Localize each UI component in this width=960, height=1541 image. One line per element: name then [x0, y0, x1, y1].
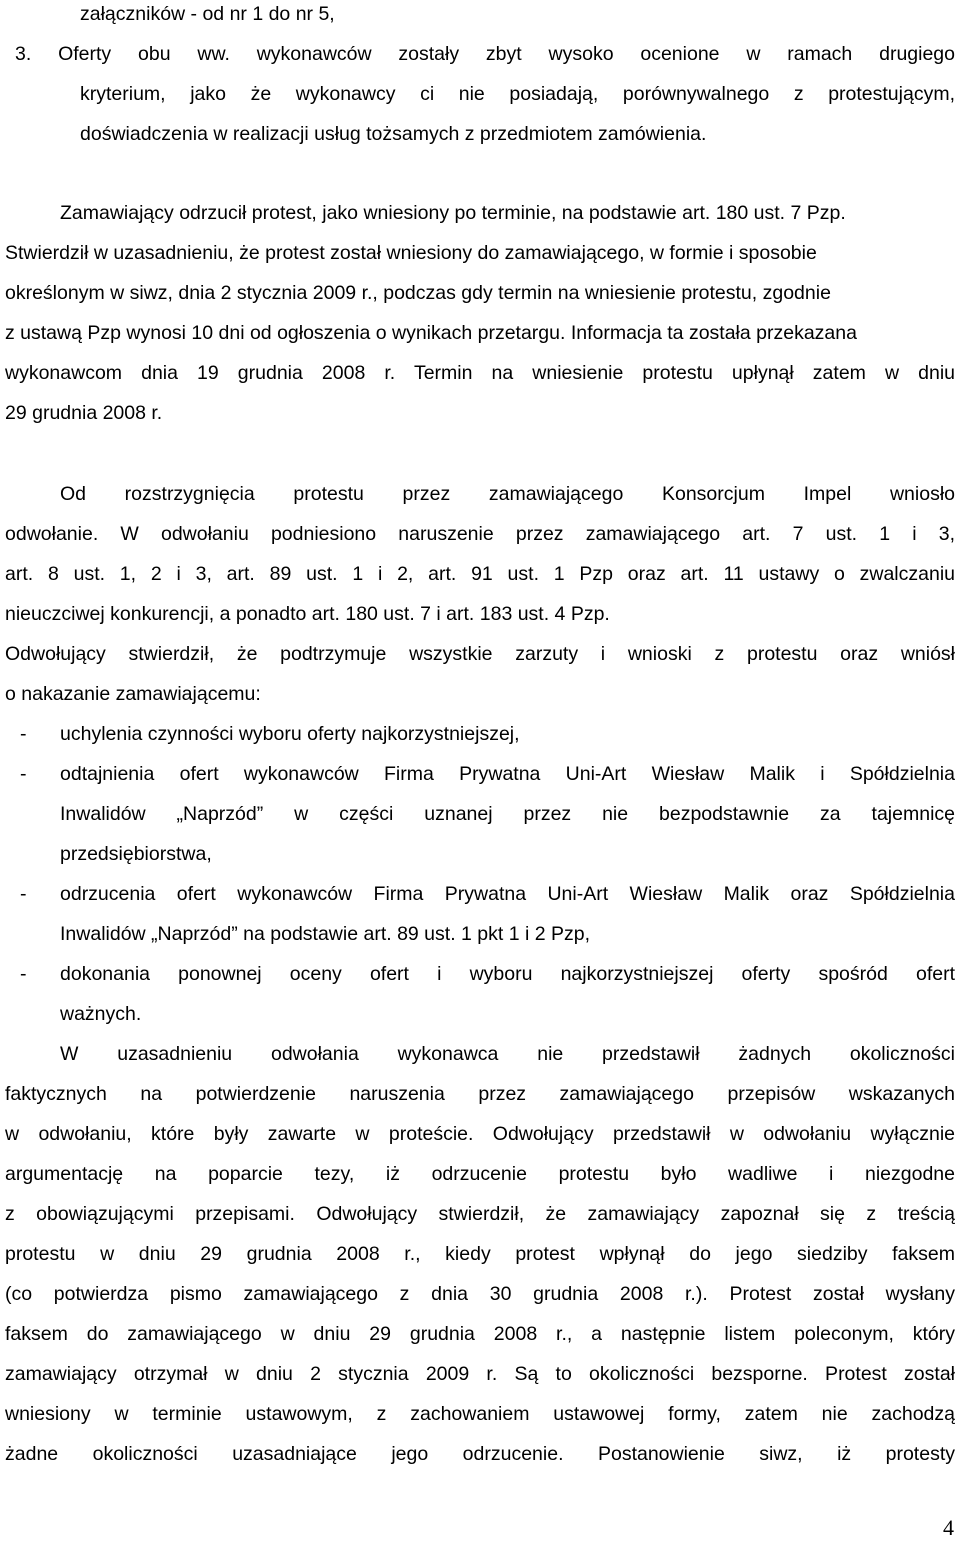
condensed-text: określonym w siwz, dnia 2 stycznia 2009 r., podczas gdy termin na wniesienie protestu, zgodnie — [5, 282, 831, 304]
text-line: załączników - od nr 1 do nr 5, — [80, 3, 335, 25]
text-line: zamawiający otrzymał w dniu 2 stycznia 2009 r. Są to okoliczności bezsporne. Protest został — [5, 1363, 955, 1385]
text-line: W uzasadnieniu odwołania wykonawca nie przedstawił żadnych okoliczności — [60, 1043, 955, 1065]
condensed-text: z ustawą Pzp wynosi 10 dni od ogłoszenia o wynikach przetargu. Informacja ta została przekazana — [5, 322, 857, 344]
list-dash: - — [20, 763, 27, 785]
text-line: art. 8 ust. 1, 2 i 3, art. 89 ust. 1 i 2, art. 91 ust. 1 Pzp oraz art. 11 ustawy o zwalczaniu — [5, 563, 955, 585]
text-line: faksem do zamawiającego w dniu 29 grudnia 2008 r., a następnie listem poleconym, który — [5, 1323, 955, 1345]
text-line — [5, 239, 955, 267]
list-item: dokonania ponownej oceny ofert i wyboru najkorzystniejszej oferty spośród ofert — [60, 963, 955, 985]
list-item: odtajnienia ofert wykonawców Firma Prywatna Uni-Art Wiesław Malik i Spółdzielnia — [60, 763, 955, 785]
list-dash: - — [20, 963, 27, 985]
text-line: faktycznych na potwierdzenie naruszenia przez zamawiającego przepisów wskazanych — [5, 1083, 955, 1105]
text-line: doświadczenia w realizacji usług tożsamych z przedmiotem zamówienia. — [80, 123, 707, 145]
text-line: (co potwierdza pismo zamawiającego z dnia 30 grudnia 2008 r.). Protest został wysłany — [5, 1283, 955, 1305]
text-line: argumentację na poparcie tezy, iż odrzucenie protestu było wadliwe i niezgodne — [5, 1163, 955, 1185]
page-number: 4 — [943, 1515, 954, 1540]
text-line: wykonawcom dnia 19 grudnia 2008 r. Termin na wniesienie protestu upłynął zatem w dniu — [5, 362, 955, 384]
list-item-continuation: przedsiębiorstwa, — [60, 843, 212, 865]
list-item-continuation: Inwalidów „Naprzód” w części uznanej przez nie bezpodstawnie za tajemnicę — [60, 803, 955, 825]
text-line — [5, 319, 955, 347]
text-line: Od rozstrzygnięcia protestu przez zamawiającego Konsorcjum Impel wniosło — [60, 483, 955, 505]
text-line: z obowiązującymi przepisami. Odwołujący stwierdził, że zamawiający zapoznał się z treścią — [5, 1203, 955, 1225]
list-item-3: 3. Oferty obu ww. wykonawców zostały zbyt wysoko ocenione w ramach drugiego — [15, 43, 955, 65]
list-item-continuation: ważnych. — [60, 1003, 142, 1025]
text-line: w odwołaniu, które były zawarte w proteście. Odwołujący przedstawił w odwołaniu wyłącznie — [5, 1123, 955, 1145]
text-line — [5, 279, 955, 307]
text-line: odwołanie. W odwołaniu podniesiono naruszenie przez zamawiającego art. 7 ust. 1 i 3, — [5, 523, 955, 545]
text-line: protestu w dniu 29 grudnia 2008 r., kiedy protest wpłynął do jego siedziby faksem — [5, 1243, 955, 1265]
text-line — [60, 199, 955, 227]
text-line: nieuczciwej konkurencji, a ponadto art. 180 ust. 7 i art. 183 ust. 4 Pzp. — [5, 603, 610, 625]
list-item: uchylenia czynności wyboru oferty najkorzystniejszej, — [60, 723, 520, 745]
list-dash: - — [20, 883, 27, 905]
text-line: o nakazanie zamawiającemu: — [5, 683, 261, 705]
text-line: wniesiony w terminie ustawowym, z zachowaniem ustawowej formy, zatem nie zachodzą — [5, 1403, 955, 1425]
condensed-text: Stwierdził w uzasadnieniu, że protest został wniesiony do zamawiającego, w formie i sposobie — [5, 242, 817, 264]
list-item: odrzucenia ofert wykonawców Firma Prywatna Uni-Art Wiesław Malik oraz Spółdzielnia — [60, 883, 955, 905]
list-dash: - — [20, 723, 27, 745]
text-line: kryterium, jako że wykonawcy ci nie posiadają, porównywalnego z protestującym, — [80, 83, 955, 105]
text-line: żadne okoliczności uzasadniające jego odrzucenie. Postanowienie siwz, iż protesty — [5, 1443, 955, 1465]
list-item-continuation: Inwalidów „Naprzód” na podstawie art. 89 ust. 1 pkt 1 i 2 Pzp, — [60, 923, 591, 945]
text-line: 29 grudnia 2008 r. — [5, 402, 163, 424]
text-line: Odwołujący stwierdził, że podtrzymuje wszystkie zarzuty i wnioski z protestu oraz wniósł — [5, 643, 955, 665]
condensed-text: Zamawiający odrzucił protest, jako wniesiony po terminie, na podstawie art. 180 ust. 7 Pzp. — [60, 202, 846, 224]
